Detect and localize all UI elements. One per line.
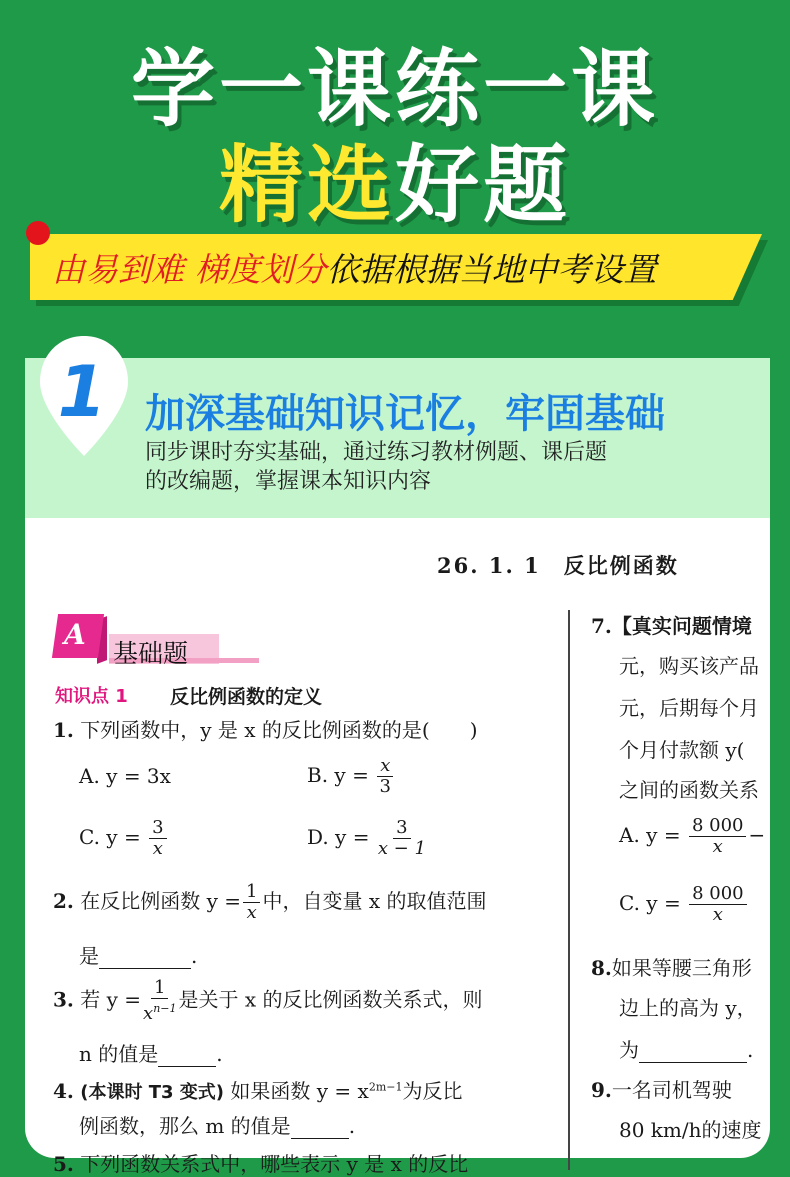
question-text: 下列函数关系式中，哪些表示 y 是 x 的反比 bbox=[80, 1152, 469, 1176]
question-end: . bbox=[191, 944, 198, 968]
exponent: n−1 bbox=[153, 1002, 177, 1015]
question-number: 4. bbox=[53, 1079, 74, 1103]
question-7-line4: 个月付款额 y( bbox=[619, 738, 745, 762]
question-7-line3: 元，后期每个月 bbox=[619, 696, 759, 720]
option-b bbox=[307, 756, 395, 797]
hero-title-line1: 学一课练一课 bbox=[130, 40, 659, 138]
question-text: 例函数，那么 m 的值是 bbox=[79, 1114, 291, 1138]
question-text: 如果等腰三角形 bbox=[611, 956, 752, 980]
question-5 bbox=[53, 1148, 468, 1177]
numerator: 1 bbox=[151, 978, 168, 999]
fraction bbox=[377, 756, 393, 797]
exponent: 2m−1 bbox=[368, 1080, 403, 1094]
section-title: 加深基础知识记忆，牢固基础 bbox=[145, 391, 665, 437]
level-a-letter: A bbox=[64, 618, 86, 651]
question-end: . bbox=[747, 1038, 754, 1062]
option-a: A. y = 3x bbox=[79, 764, 171, 788]
question-8 bbox=[591, 952, 752, 981]
hero-title-line2 bbox=[0, 118, 790, 239]
question-3-line2 bbox=[79, 1038, 223, 1067]
banner-text bbox=[52, 244, 657, 291]
option-prefix: B. y = bbox=[307, 763, 369, 787]
question-number: 2. bbox=[53, 889, 74, 913]
answer-blank[interactable] bbox=[291, 1121, 349, 1139]
question-8-line3 bbox=[619, 1034, 753, 1063]
question-7-option-a bbox=[619, 816, 765, 857]
question-text: 为反比 bbox=[402, 1079, 463, 1103]
fraction bbox=[243, 882, 260, 923]
question-text: 如果函数 y = x bbox=[230, 1079, 369, 1103]
question-2 bbox=[53, 882, 486, 923]
question-text: 一名司机驾驶 bbox=[611, 1078, 732, 1102]
denominator: 3 bbox=[379, 776, 391, 797]
denominator: x bbox=[246, 902, 257, 923]
fraction bbox=[143, 978, 176, 1024]
question-1 bbox=[53, 714, 478, 743]
banner-red-text: 由易到难 梯度划分 bbox=[52, 250, 327, 289]
question-number: 7. bbox=[591, 614, 612, 638]
question-text: 中，自变量 x 的取值范围 bbox=[262, 889, 487, 913]
question-7-option-c bbox=[619, 884, 749, 925]
question-text: 下列函数中，y 是 x 的反比例函数的是( ) bbox=[80, 718, 478, 742]
question-text: 为 bbox=[619, 1038, 639, 1062]
numerator: 3 bbox=[393, 818, 410, 839]
denominator: x − 1 bbox=[377, 838, 426, 859]
section-number: 1 bbox=[57, 351, 107, 433]
question-9-line2: 80 km/h的速度 bbox=[619, 1118, 762, 1142]
map-pin-icon bbox=[34, 332, 134, 462]
answer-blank[interactable] bbox=[158, 1049, 216, 1067]
fraction bbox=[689, 884, 747, 925]
banner-dot-icon bbox=[26, 221, 50, 245]
question-9 bbox=[591, 1074, 732, 1103]
option-prefix: D. y = bbox=[307, 825, 370, 849]
option-c bbox=[79, 818, 169, 859]
question-number: 9. bbox=[591, 1078, 612, 1102]
level-label: 基础题 bbox=[113, 639, 189, 668]
hero-highlight: 精选 bbox=[218, 136, 395, 234]
option-d bbox=[307, 818, 428, 859]
knowledge-point-title: 反比例函数的定义 bbox=[170, 686, 323, 708]
question-text: 【真实问题情境 bbox=[611, 614, 752, 638]
lesson-heading: 26. 1. 1 反比例函数 bbox=[437, 553, 679, 578]
answer-blank[interactable] bbox=[639, 1045, 747, 1063]
question-text: 是 bbox=[79, 944, 99, 968]
question-2-line2 bbox=[79, 940, 197, 969]
denominator: x bbox=[143, 1003, 154, 1024]
question-text: n 的值是 bbox=[79, 1042, 159, 1066]
numerator: 8 000 bbox=[689, 884, 747, 905]
answer-blank[interactable] bbox=[99, 951, 191, 969]
question-number: 5. bbox=[53, 1152, 74, 1176]
question-text: 若 y = bbox=[80, 987, 142, 1012]
denominator: x bbox=[712, 836, 723, 857]
question-7-line5: 之间的函数关系 bbox=[619, 778, 759, 802]
numerator: 3 bbox=[149, 818, 166, 839]
denominator: x bbox=[152, 838, 163, 859]
option-prefix: C. y = bbox=[619, 891, 681, 915]
question-tag: (本课时 T3 变式) bbox=[80, 1082, 225, 1103]
question-4 bbox=[53, 1075, 462, 1104]
fraction bbox=[149, 818, 166, 859]
fraction bbox=[689, 816, 747, 857]
question-end: . bbox=[216, 1042, 223, 1066]
option-prefix: C. y = bbox=[79, 825, 141, 849]
question-7-line2: 元，购买该产品 bbox=[619, 654, 759, 678]
question-3 bbox=[53, 978, 483, 1024]
fraction bbox=[378, 818, 426, 859]
question-text: 是关于 x 的反比例函数关系式，则 bbox=[178, 987, 483, 1012]
banner-black-text: 依据根据当地中考设置 bbox=[326, 250, 657, 289]
denominator: x bbox=[712, 904, 723, 925]
question-text: 在反比例函数 y = bbox=[80, 889, 242, 913]
question-number: 3. bbox=[53, 987, 74, 1012]
option-prefix: A. y = bbox=[619, 823, 681, 847]
textbook-page bbox=[25, 518, 770, 1176]
question-end: . bbox=[348, 1114, 356, 1138]
section-description bbox=[145, 438, 725, 496]
section-desc-line1: 同步课时夯实基础，通过练习教材例题、课后题 bbox=[145, 440, 608, 465]
knowledge-point-label: 知识点 1 bbox=[55, 686, 128, 707]
hero-rest: 好题 bbox=[395, 136, 572, 234]
column-divider bbox=[568, 610, 570, 1170]
question-8-line2: 边上的高为 y， bbox=[619, 996, 757, 1020]
option-suffix: − bbox=[748, 823, 766, 847]
section-desc-line2: 的改编题，掌握课本知识内容 bbox=[145, 469, 432, 494]
numerator: 8 000 bbox=[689, 816, 747, 837]
question-4-line2 bbox=[79, 1110, 355, 1139]
numerator: x bbox=[377, 756, 393, 777]
question-7 bbox=[591, 610, 752, 639]
question-number: 1. bbox=[53, 718, 74, 742]
numerator: 1 bbox=[243, 882, 260, 903]
question-number: 8. bbox=[591, 956, 612, 980]
